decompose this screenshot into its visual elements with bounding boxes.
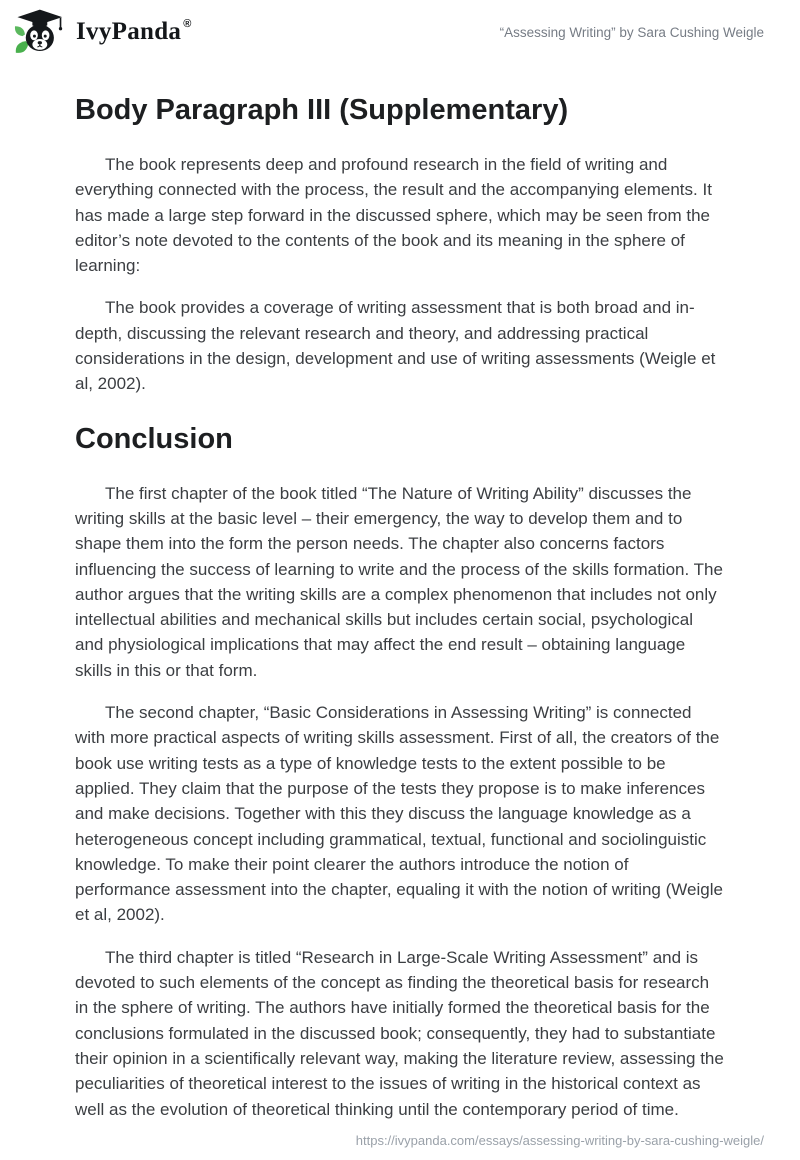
essay-content bbox=[0, 62, 800, 1122]
paragraph: The third chapter is titled “Research in Large-Scale Writing Assessment” and is devoted to such elements of the concept as finding the theoretical basis for research in the sphere of writing. The authors have initially formed the theoretical basis for the conclusions formulated in the discussed book; consequently, they had to substantiate their opinion in a scientifically relevant way, making the literature review, assessing the peculiarities of theoretical interest to the issues of writing in the historical context as well as the evolution of theoretical thinking until the contemporary period of time. bbox=[75, 947, 724, 1119]
section-heading-conclusion: Conclusion bbox=[75, 422, 233, 455]
registered-trademark: ® bbox=[183, 18, 192, 30]
ivypanda-panda-logo-icon bbox=[14, 8, 64, 56]
brand-name: IvyPanda bbox=[76, 18, 182, 45]
brand-home-link[interactable] bbox=[14, 8, 191, 56]
page-header bbox=[0, 0, 800, 62]
paragraph: The first chapter of the book titled “The Nature of Writing Ability” discusses the writing skills at the basic level – their emergency, the way to develop them and to shape them into the form the person needs. The chapter also concerns factors influencing the success of learning to write and the process of the skills formation. The author argues that the writing skills are a complex phenomenon that includes not only intellectual abilities and mechanical skills but includes certain social, psychological and physiological implications that may affect the end result – obtaining language skills in this or that form. bbox=[75, 483, 723, 680]
paragraph: The book provides a coverage of writing assessment that is both broad and in-depth, discussing the relevant research and theory, and addressing practical considerations in the design, development and use of writing assessments (Weigle et al, 2002). bbox=[75, 298, 716, 394]
paragraph: The book represents deep and profound research in the field of writing and everything connected with the process, the result and the accompanying elements. It has made a large step forward in the discussed sphere, which may be seen from the editor’s note devoted to the contents of the book and its meaning in the sphere of learning: bbox=[75, 155, 712, 276]
paragraph: The second chapter, “Basic Considerations in Assessing Writing” is connected with more practical aspects of writing skills assessment. First of all, the creators of the book use writing tests as a type of knowledge tests to the extent possible to be applied. They claim that the purpose of the tests they propose is to make inferences and make decisions. Together with this they discuss the language knowledge as a heterogeneous concept including grammatical, textual, functional and sociolinguistic knowledge. To make their point clearer the authors introduce the notion of performance assessment into the chapter, equaling it with the notion of writing (Weigle et al, 2002). bbox=[75, 703, 723, 925]
document-title: “Assessing Writing” by Sara Cushing Weigle bbox=[499, 24, 764, 40]
page-url[interactable]: https://ivypanda.com/essays/assessing-writing-by-sara-cushing-weigle/ bbox=[355, 1133, 764, 1148]
section-heading-body-paragraph-iii: Body Paragraph III (Supplementary) bbox=[75, 94, 569, 126]
